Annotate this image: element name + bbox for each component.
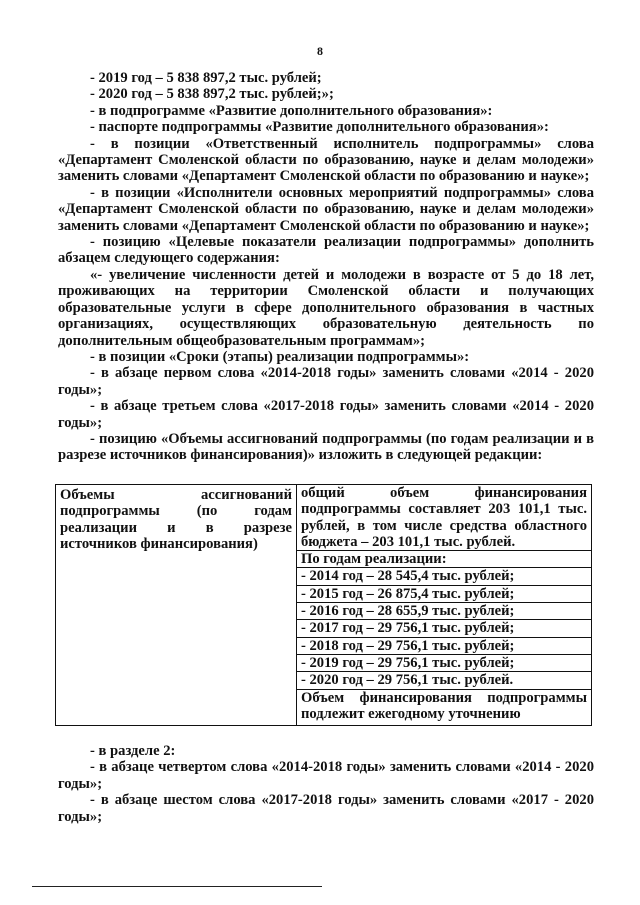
paragraph-timing: - в позиции «Сроки (этапы) реализации подпрограммы»:: [90, 348, 470, 365]
paragraph-target-indicators: - позицию «Целевые показатели реализации подпрограммы» дополнить абзацем следующего содержания:: [58, 234, 594, 267]
line-subprogram: - в подпрограмме «Развитие дополнительного образования»:: [90, 102, 493, 119]
line-passport: - паспорте подпрограммы «Развитие дополнительного образования»:: [90, 119, 549, 136]
footer-divider: [32, 886, 322, 887]
year-row: - 2019 год – 29 756,1 тыс. рублей;: [301, 654, 515, 671]
year-row: - 2018 год – 29 756,1 тыс. рублей;: [301, 637, 515, 654]
paragraph-responsible: - в позиции «Ответственный исполнитель подпрограммы» слова «Департамент Смоленской области по образованию, науке и делам молодежи» заменить словами «Департамент Смоленской области по образованию и науке»;: [58, 135, 594, 185]
table-cell-intro: [297, 485, 591, 551]
table-cell-note: [297, 690, 591, 723]
line-2019: - 2019 год – 5 838 897,2 тыс. рублей;: [90, 70, 322, 86]
paragraph-fourth-abzac: - в абзаце четвертом слова «2014-2018 годы» заменить словами «2014 - 2020 годы»;: [58, 759, 594, 792]
table-cell-year: [297, 603, 591, 620]
paragraph-third-abzac: - в абзаце третьем слова «2017-2018 годы» заменить словами «2014 - 2020 годы»;: [58, 398, 594, 431]
table-left-cell: [56, 485, 297, 725]
page-number: 8: [317, 44, 323, 58]
body-text-top: [58, 70, 594, 464]
paragraph-quote-increase: «- увеличение численности детей и молодежи в возрасте от 5 до 18 лет, проживающих на территории Смоленской области и получающих образовательные услуги в сфере дополнительного образования в частных организациях, осуществляющих образовательную деятельность по дополнительным общеобразовательным программам»;: [58, 266, 594, 349]
paragraph-first-abzac: - в абзаце первом слова «2014-2018 годы» заменить словами «2014 - 2020 годы»;: [58, 365, 594, 398]
table-left-text: Объемы ассигнований подпрограммы (по годам реализации и в разрезе источников финансирования): [60, 487, 292, 552]
table-cell-year: [297, 568, 591, 585]
table-cell-year: [297, 655, 591, 672]
paragraph-sixth-abzac: - в абзаце шестом слова «2017-2018 годы» заменить словами «2017 - 2020 годы»;: [58, 792, 594, 825]
year-row: - 2016 год – 28 655,9 тыс. рублей;: [301, 603, 515, 620]
table-right-column: [297, 485, 591, 725]
table-cell-year: [297, 638, 591, 655]
year-row: - 2015 год – 26 875,4 тыс. рублей;: [301, 585, 515, 602]
table-cell-years-header: [297, 551, 591, 568]
body-text-bottom: [58, 743, 594, 825]
financing-table: [55, 484, 592, 726]
year-row: - 2017 год – 29 756,1 тыс. рублей;: [301, 620, 515, 637]
table-years-header: По годам реализации:: [301, 551, 447, 568]
line-2020: - 2020 год – 5 838 897,2 тыс. рублей;»;: [90, 86, 334, 103]
paragraph-volumes: - позицию «Объемы ассигнований подпрограммы (по годам реализации и в разрезе источников финансирования)» изложить в следующей редакции:: [58, 430, 594, 464]
year-row: - 2014 год – 28 545,4 тыс. рублей;: [301, 568, 515, 585]
year-row: - 2020 год – 29 756,1 тыс. рублей.: [301, 672, 514, 689]
table-intro-text: общий объем финансирования подпрограммы составляет 203 101,1 тыс. рублей, в том числе средства областного бюджета – 203 101,1 тыс. рублей.: [301, 485, 587, 550]
table-note-text: Объем финансирования подпрограммы подлежит ежегодному уточнению: [301, 689, 587, 722]
table-cell-year: [297, 620, 591, 637]
table-cell-year: [297, 672, 591, 689]
paragraph-executors: - в позиции «Исполнители основных мероприятий подпрограммы» слова «Департамент Смоленской области по образованию, науке и делам молодежи» заменить словами «Департамент Смоленской области по образованию и науке»;: [58, 184, 594, 234]
table-cell-year: [297, 586, 591, 603]
line-section-2: - в разделе 2:: [90, 743, 176, 759]
